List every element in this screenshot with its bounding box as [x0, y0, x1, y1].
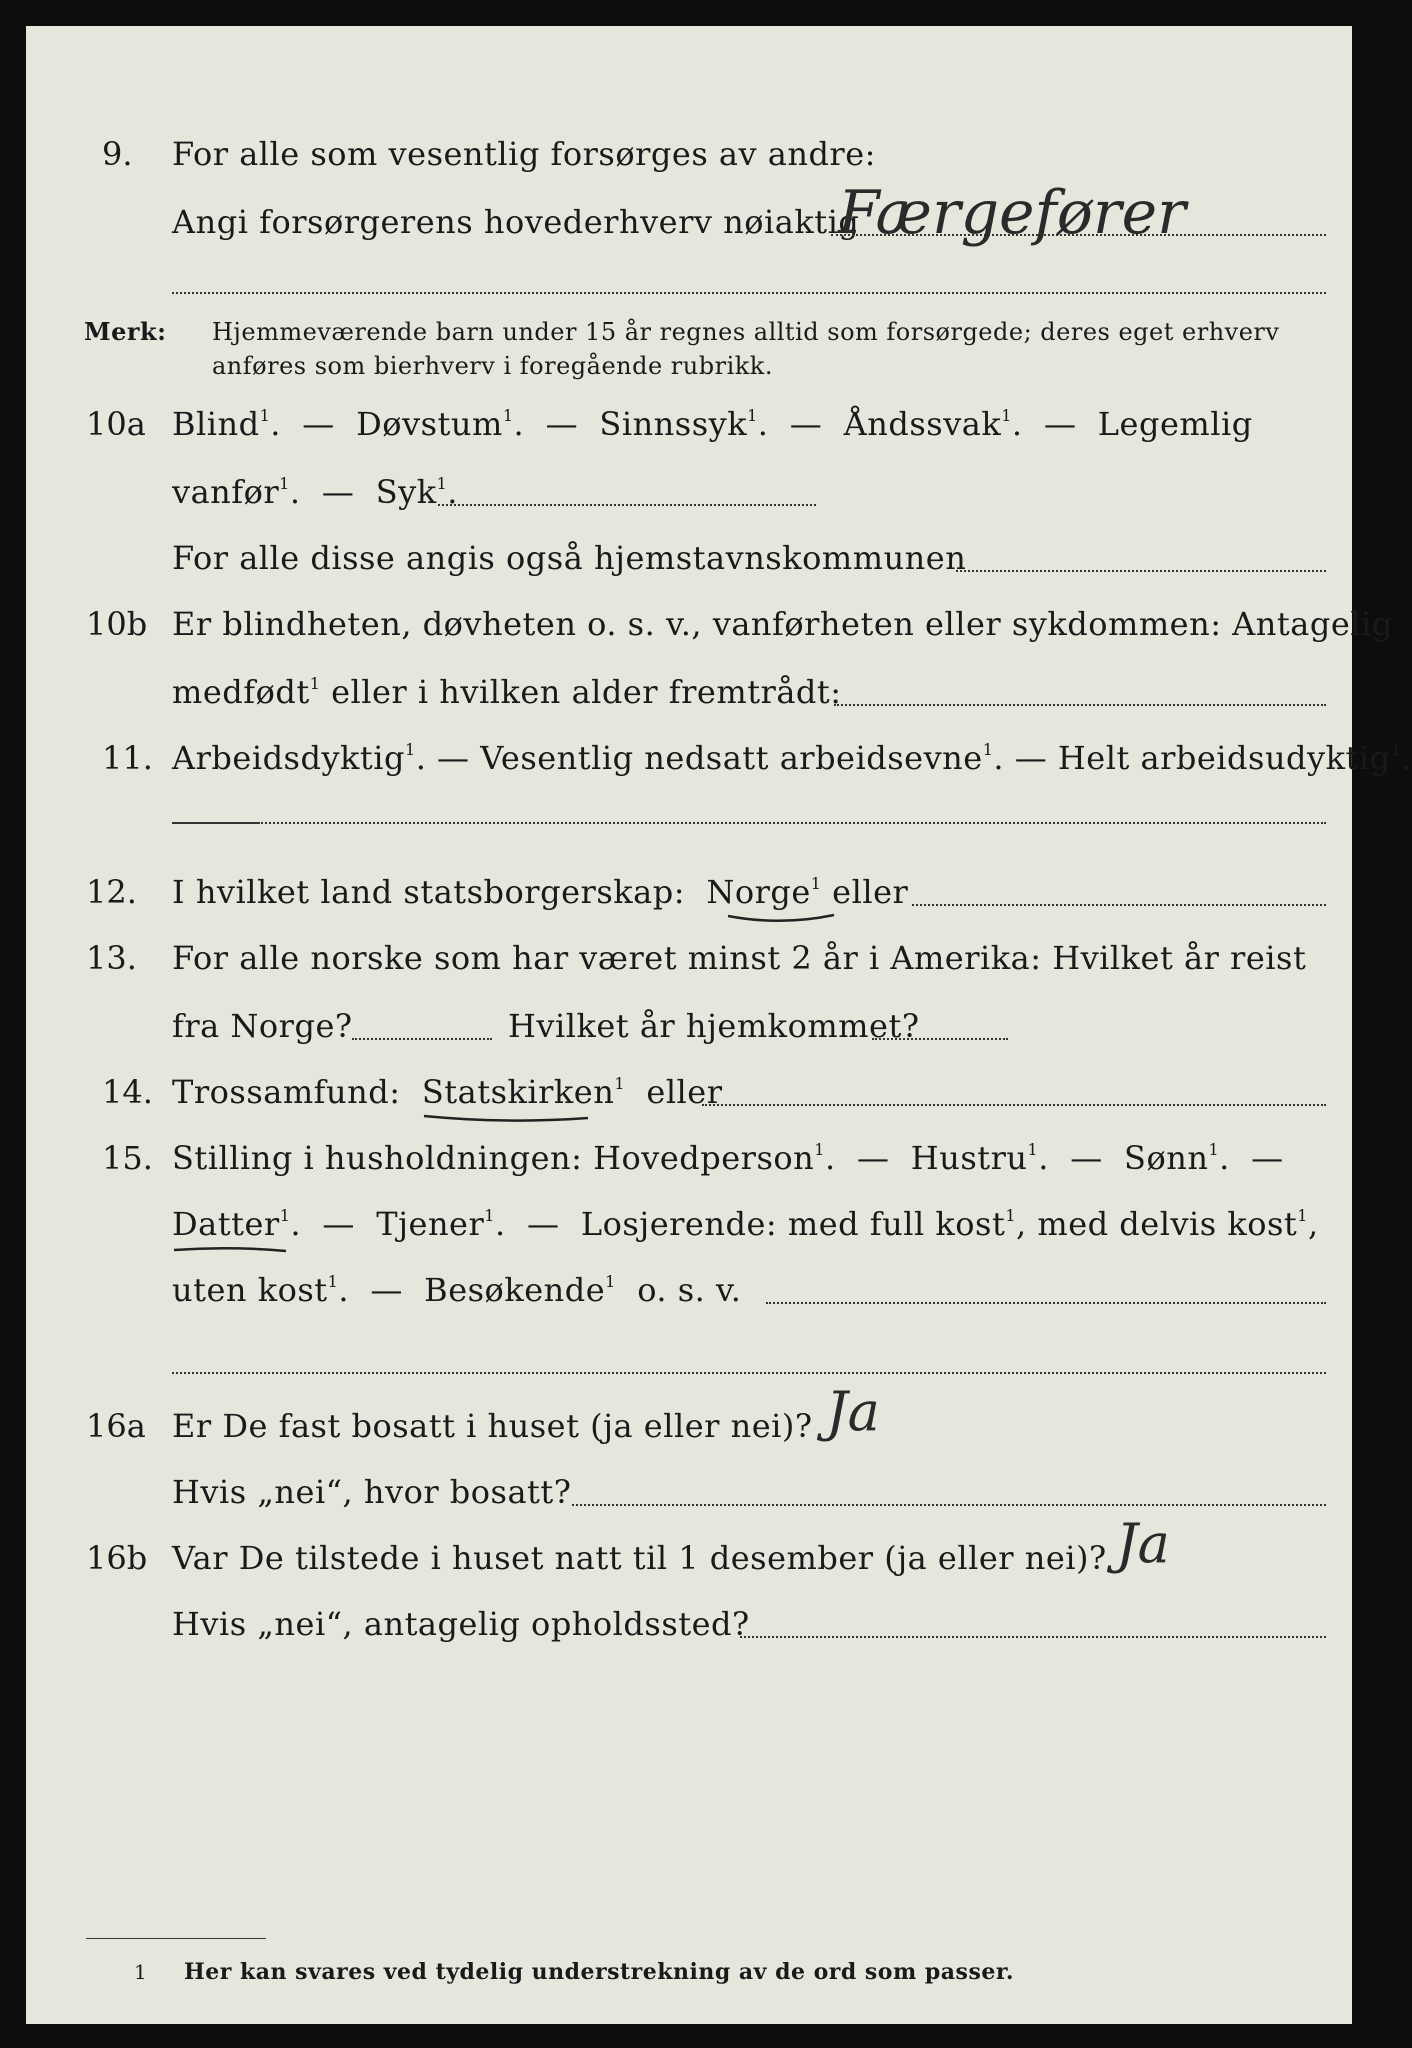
q12-number: 12.	[86, 873, 137, 911]
q10a-syk-line	[438, 504, 816, 506]
q10a-sinnssyk: Sinnssyk	[599, 405, 748, 443]
q13-line2a: fra Norge?	[172, 1007, 353, 1045]
q10b-number: 10b	[86, 605, 148, 643]
q13-reist-line	[352, 1038, 492, 1040]
q9-number: 9.	[102, 135, 133, 173]
q11-number: 11.	[102, 739, 153, 777]
q16b-line1: Var De tilstede i huset natt til 1 desember (ja eller nei)?	[172, 1539, 1107, 1577]
q11-line1: Arbeidsdyktig$^1$. — Vesentlig nedsatt arbeidsevne$^1$. — Helt arbeidsudyktig$^1$.	[172, 739, 1412, 777]
q10a-number: 10a	[86, 405, 146, 443]
q10a-kommune-line	[956, 570, 1326, 572]
q16b-number: 16b	[86, 1539, 148, 1577]
q13-line1: For alle norske som har været minst 2 år i Amerika: Hvilket år reist	[172, 939, 1307, 977]
q11-answer-stroke	[172, 822, 258, 824]
q16b-answer-line	[740, 1636, 1326, 1638]
form-page	[26, 26, 1412, 2024]
q10a-andssvak: Åndssvak	[843, 405, 1002, 443]
q10a-vanfor: vanfør	[172, 473, 280, 511]
footnote-rule	[86, 1938, 266, 1939]
q15-line1: Stilling i husholdningen: Hovedperson$^1$. — Hustru$^1$. — Sønn$^1$. —	[172, 1139, 1284, 1177]
q10a-blind: Blind	[172, 405, 260, 443]
q16a-line1: Er De fast bosatt i huset (ja eller nei)?	[172, 1407, 813, 1445]
q10b-line1: Er blindheten, døvheten o. s. v., vanførheten eller sykdommen: Antagelig	[172, 605, 1393, 643]
q15-datter-option: Datter	[172, 1205, 280, 1243]
q16b-line2: Hvis „nei“, antagelig opholdssted?	[172, 1605, 750, 1643]
q12-norge-option: Norge	[706, 873, 811, 911]
q15-line2: Datter$^1$. — Tjener$^1$. — Losjerende: med full kost$^1$, med delvis kost$^1$,	[172, 1205, 1319, 1243]
merk-line1: Hjemmeværende barn under 15 år regnes alltid som forsørgede; deres eget erhverv	[212, 318, 1280, 346]
q9-extra-line	[172, 292, 1326, 294]
q13-hjemkommet-line	[872, 1038, 1008, 1040]
q15-number: 15.	[102, 1139, 153, 1177]
q16a-handwritten-answer: Ja	[826, 1380, 880, 1443]
q13-number: 13.	[86, 939, 137, 977]
q15-answer-line	[766, 1302, 1326, 1304]
q16a-line2: Hvis „nei“, hvor bosatt?	[172, 1473, 572, 1511]
q15-extra-line	[172, 1372, 1326, 1374]
q10a-legemlig: Legemlig	[1097, 405, 1253, 443]
merk-line2: anføres som bierhverv i foregående rubrikk.	[212, 352, 773, 380]
q9-line2: Angi forsørgerens hovederhverv nøiaktig	[172, 203, 860, 241]
q16a-number: 16a	[86, 1407, 146, 1445]
q14-statskirken-underline	[422, 1112, 590, 1124]
q9-line1: For alle som vesentlig forsørges av andre:	[172, 135, 876, 173]
q11-answer-line	[258, 822, 1326, 824]
q12-line1: I hvilket land statsborgerskap: Norge$^1$ eller	[172, 873, 909, 911]
q10a-dovstum: Døvstum	[356, 405, 503, 443]
q16a-answer-line	[572, 1504, 1326, 1506]
q16b-handwritten-answer: Ja	[1116, 1512, 1170, 1575]
q10a-line3: For alle disse angis også hjemstavnskommunen	[172, 539, 967, 577]
q14-statskirken-option: Statskirken	[421, 1073, 615, 1111]
q14-line1: Trossamfund: Statskirken$^1$ eller	[172, 1073, 723, 1111]
footnote-text: Her kan svares ved tydelig understrekning av de ord som passer.	[184, 1959, 1015, 1985]
q13-line2b: Hvilket år hjemkommet?	[508, 1007, 920, 1045]
q12-answer-line	[912, 904, 1326, 906]
q12-norge-underline	[726, 912, 836, 924]
q15-line3: uten kost$^1$. — Besøkende$^1$ o. s. v.	[172, 1271, 742, 1309]
q10b-line2: medfødt$^1$ eller i hvilken alder fremtrådt:	[172, 673, 842, 711]
q10a-line1: Blind$^1$. — Døvstum$^1$. — Sinnssyk$^1$. — Åndssvak$^1$. — Legemlig	[172, 405, 1253, 443]
footnote-marker: 1	[134, 1960, 148, 1984]
merk-label: Merk:	[84, 317, 167, 346]
q10a-syk: Syk	[375, 473, 437, 511]
q9-handwritten-answer: Færgefører	[838, 178, 1186, 248]
q14-answer-line	[702, 1104, 1326, 1106]
q10b-answer-line	[834, 704, 1326, 706]
q10a-line2: vanfør$^1$. — Syk$^1$.	[172, 473, 458, 511]
q15-datter-underline	[172, 1244, 288, 1256]
q14-number: 14.	[102, 1073, 153, 1111]
